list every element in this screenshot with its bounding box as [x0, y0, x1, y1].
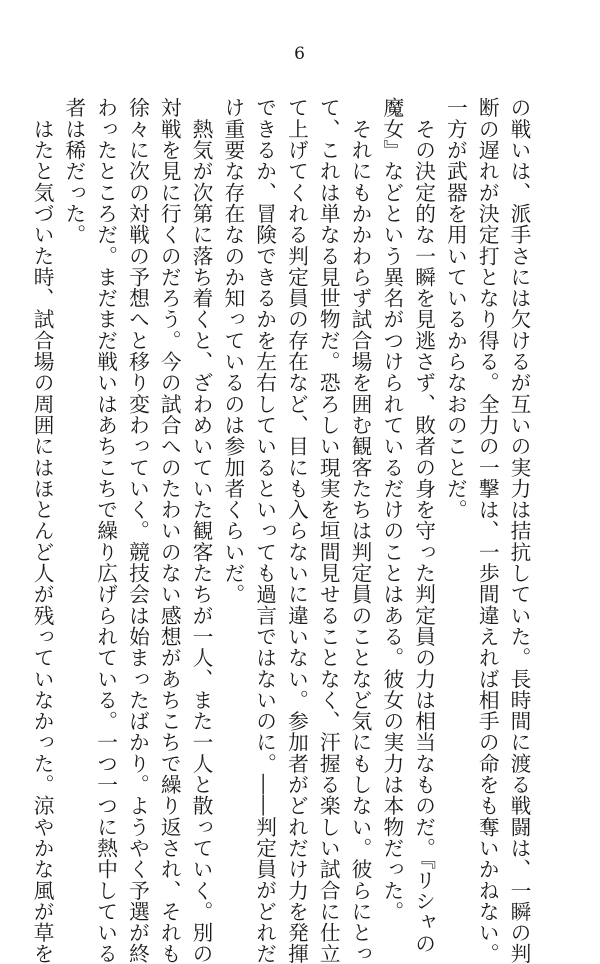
text-line: 魔女』などという異名がつけられているだけのことはある。彼女の実力は本物だった。: [379, 97, 404, 922]
body-text: [25, 97, 534, 964]
text-line: できるか、冒険できるかを左右しているといっても過言ではないのに。――判定員がどれだ: [252, 97, 277, 964]
text-line: 者は稀だった。: [61, 97, 86, 246]
page-number: 6: [294, 44, 306, 64]
text-line: け重要な存在なのか知っているのは参加者くらいだ。: [220, 97, 245, 605]
text-line: て上げてくれる判定員の存在など、目にも入らないに違いない。参加者がどれだけ力を発揮: [284, 97, 309, 964]
text-line: の戦いは、派手さには欠けるが互いの実力は拮抗していた。長時間に渡る戦闘は、一瞬の判: [507, 97, 531, 964]
text-line: わったところだ。まだまだ戦いはあちこちで繰り広げられている。一つ一つに熱中している: [93, 97, 118, 964]
text-line: 熱気が次第に落ち着くと、ざわめいていた観客たちが一人、また一人と散っていく。別の: [189, 97, 214, 964]
text-line: 対戦を見に行くのだろう。今の試合へのたわいのない感想があちこちで繰り返され、それも: [157, 97, 182, 964]
text-line: て、これは単なる見世物だ。恐ろしい現実を垣間見せることなく、汗握る楽しい試合に仕立: [316, 97, 341, 964]
text-line: それにもかかわらず試合場を囲む観客たちは判定員のことなど気にもしない。彼らにとっ: [348, 97, 373, 964]
text-line: 一方が武器を用いているからなおのことだ。: [443, 97, 468, 520]
text-line: 徐々に次の対戦の予想へと移り変わっていく。競技会は始まったばかり。ようやく予選が終: [125, 97, 150, 964]
text-line: 断の遅れが決定打となり得る。全力の一撃は、一歩間違えれば相手の命をも奪いかねない。: [475, 97, 500, 964]
text-line: はたと気づいた時、試合場の周囲にはほとんど人が残っていなかった。涼やかな風が草を: [30, 97, 55, 964]
text-line: その決定的な一瞬を見逃さず、敗者の身を守った判定員の力は相当なものだ。『リシャの: [411, 97, 436, 954]
